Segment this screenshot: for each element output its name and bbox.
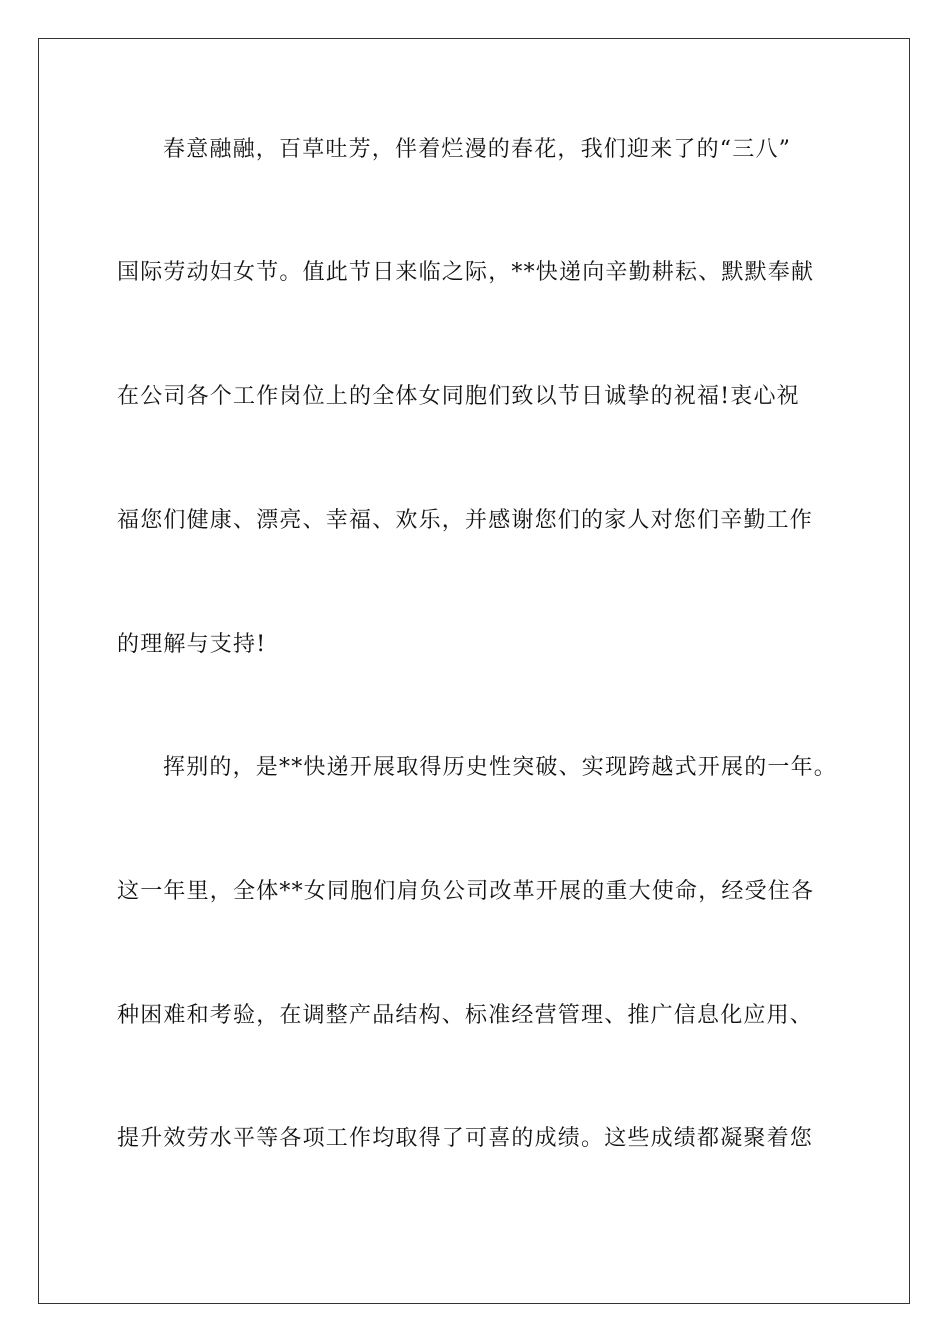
paragraph-1-line-4: 福您们健康、漂亮、幸福、欢乐，并感谢您们的家人对您们辛勤工作 (117, 508, 814, 533)
paragraph-2-line-2: 这一年里，全体**女同胞们肩负公司改革开展的重大使命，经受住各 (117, 879, 815, 904)
page-border (38, 38, 910, 1304)
paragraph-2-line-4: 提升效劳水平等各项工作均取得了可喜的成绩。这些成绩都凝聚着您 (117, 1126, 814, 1151)
paragraph-2-line-1: 挥别的，是**快递开展取得历史性突破、实现跨越式开展的一年。 (163, 755, 838, 780)
paragraph-1-line-2: 国际劳动妇女节。值此节日来临之际，**快递向辛勤耕耘、默默奉献 (117, 260, 815, 285)
paragraph-1-line-5: 的理解与支持! (117, 632, 267, 657)
paragraph-1-line-1: 春意融融，百草吐芳，伴着烂漫的春花，我们迎来了的“三八” (163, 137, 792, 162)
paragraph-1-line-3: 在公司各个工作岗位上的全体女同胞们致以节日诚挚的祝福!衷心祝 (117, 384, 800, 409)
paragraph-2-line-3: 种困难和考验，在调整产品结构、标准经营管理、推广信息化应用、 (117, 1003, 814, 1028)
